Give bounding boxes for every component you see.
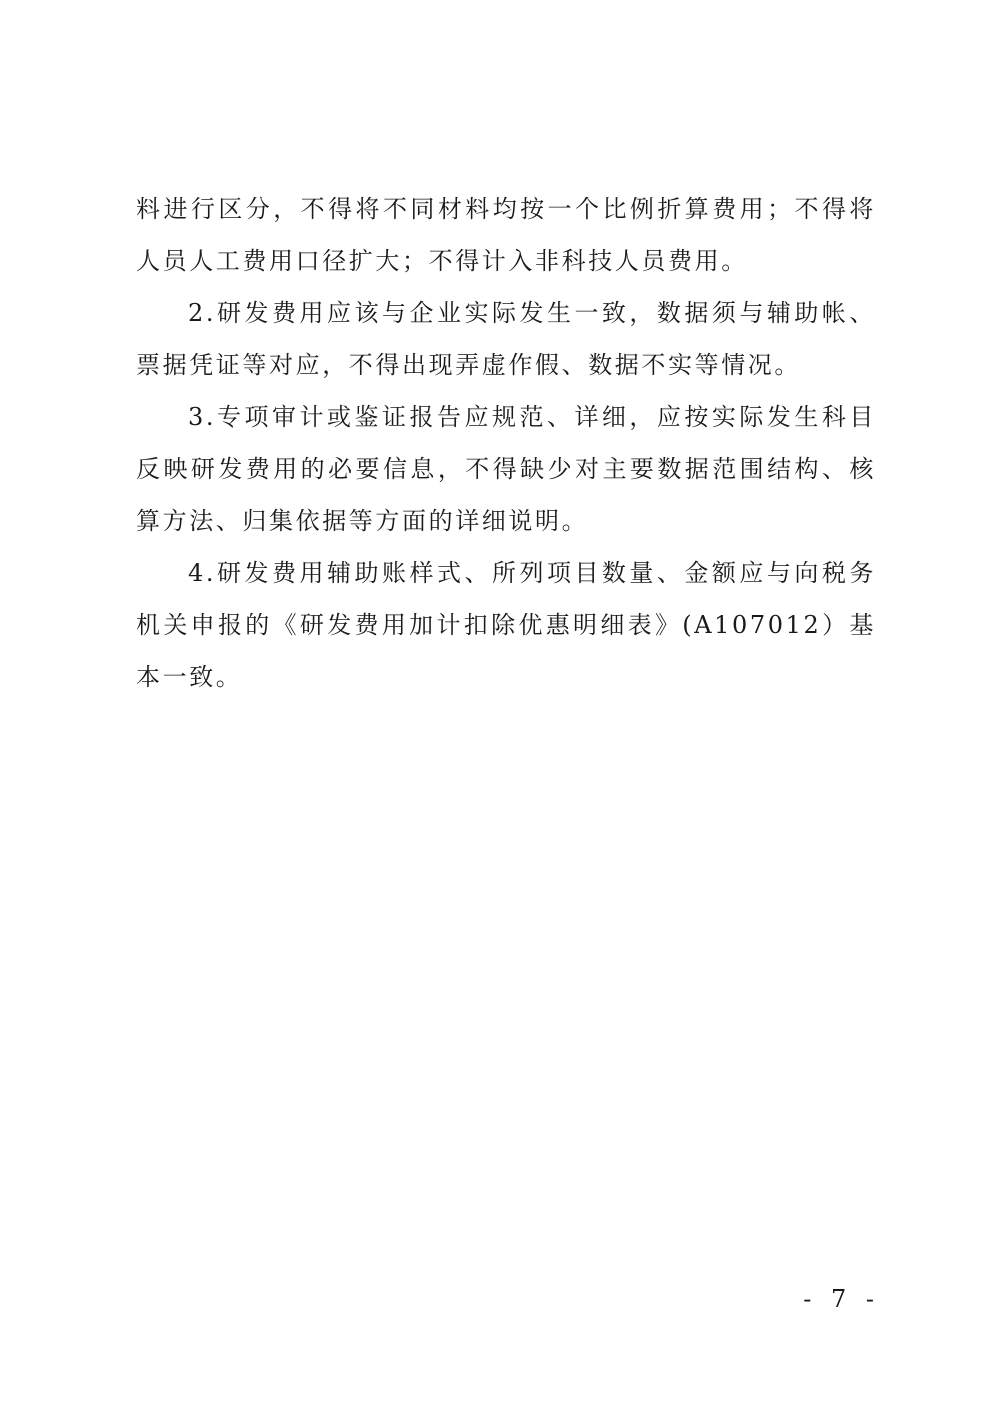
paragraph-item-2: 2.研发费用应该与企业实际发生一致，数据须与辅助帐、票据凭证等对应，不得出现弄虚作假、数据不实等情况。 [136, 299, 876, 379]
paragraph-item-4: 4.研发费用辅助账样式、所列项目数量、金额应与向税务机关申报的《研发费用加计扣除优惠明细表》(A107012）基本一致。 [136, 559, 876, 691]
paragraph-item-3: 3.专项审计或鉴证报告应规范、详细，应按实际发生科目反映研发费用的必要信息，不得缺少对主要数据范围结构、核算方法、归集依据等方面的详细说明。 [136, 403, 876, 535]
page-number: - 7 - [803, 1285, 880, 1313]
paragraph-continuation: 料进行区分，不得将不同材料均按一个比例折算费用；不得将人员人工费用口径扩大；不得计入非科技人员费用。 [136, 195, 876, 275]
body-text [136, 183, 876, 703]
